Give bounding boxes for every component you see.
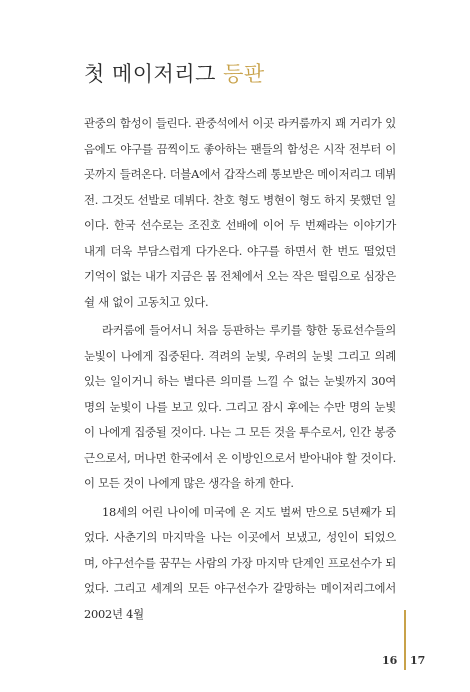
page-number-right: 17 [410, 654, 426, 667]
page-number-left: 16 [382, 654, 398, 667]
chapter-title-accent: 등판 [223, 62, 265, 86]
body-text [84, 111, 396, 630]
chapter-title-main: 첫 메이저리그 [84, 62, 224, 86]
paragraph-3: 18세의 어린 나이에 미국에 온 지도 벌써 만으로 5년째가 되었다. 사춘기의 마지막을 나는 이곳에서 보냈고, 성인이 되었으며, 야구선수를 꿈꾸는 사람의 가장 마지막 단계인 프로선수가 되었다. 그리고 세계의 모든 야구선수가 갈망하는 메이저리그에서 2002년 4월 [84, 504, 396, 621]
chapter-title [84, 58, 265, 88]
page-divider-line [404, 610, 406, 670]
paragraph-1: 관중의 함성이 들린다. 관중석에서 이곳 라커룸까지 꽤 거리가 있음에도 야구를 끔찍이도 좋아하는 팬들의 함성은 시작 전부터 이곳까지 들려온다. 더블A에서 갑작스레 통보받은 메이저리그 데뷔전. 그것도 선발로 데뷔다. 찬호 형도 병현이 형도 하지 못했던 일이다. 한국 선수로는 조진호 선배에 이어 두 번째라는 이야기가 내게 더욱 부담스럽게 다가온다. 야구를 하면서 한 번도 떨었던 기억이 없는 내가 지금은 몸 전체에서 오는 작은 떨림으로 심장은 쉴 새 없이 고동치고 있다. [84, 116, 397, 309]
paragraph-2: 라커룸에 들어서니 처음 등판하는 루키를 향한 동료선수들의 눈빛이 나에게 집중된다. 격려의 눈빛, 우려의 눈빛 그리고 의례 있는 일이거니 하는 별다른 의미를 느낄 수 없는 눈빛까지 30여 명의 눈빛이 나를 보고 있다. 그리고 잠시 후에는 수만 명의 눈빛이 나에게 집중될 것이다. 나는 그 모든 것을 투수로서, 인간 봉중근으로서, 머나먼 한국에서 온 이방인으로서 받아내야 할 것이다. 이 모든 것이 나에게 많은 생각을 하게 한다. [84, 323, 396, 490]
